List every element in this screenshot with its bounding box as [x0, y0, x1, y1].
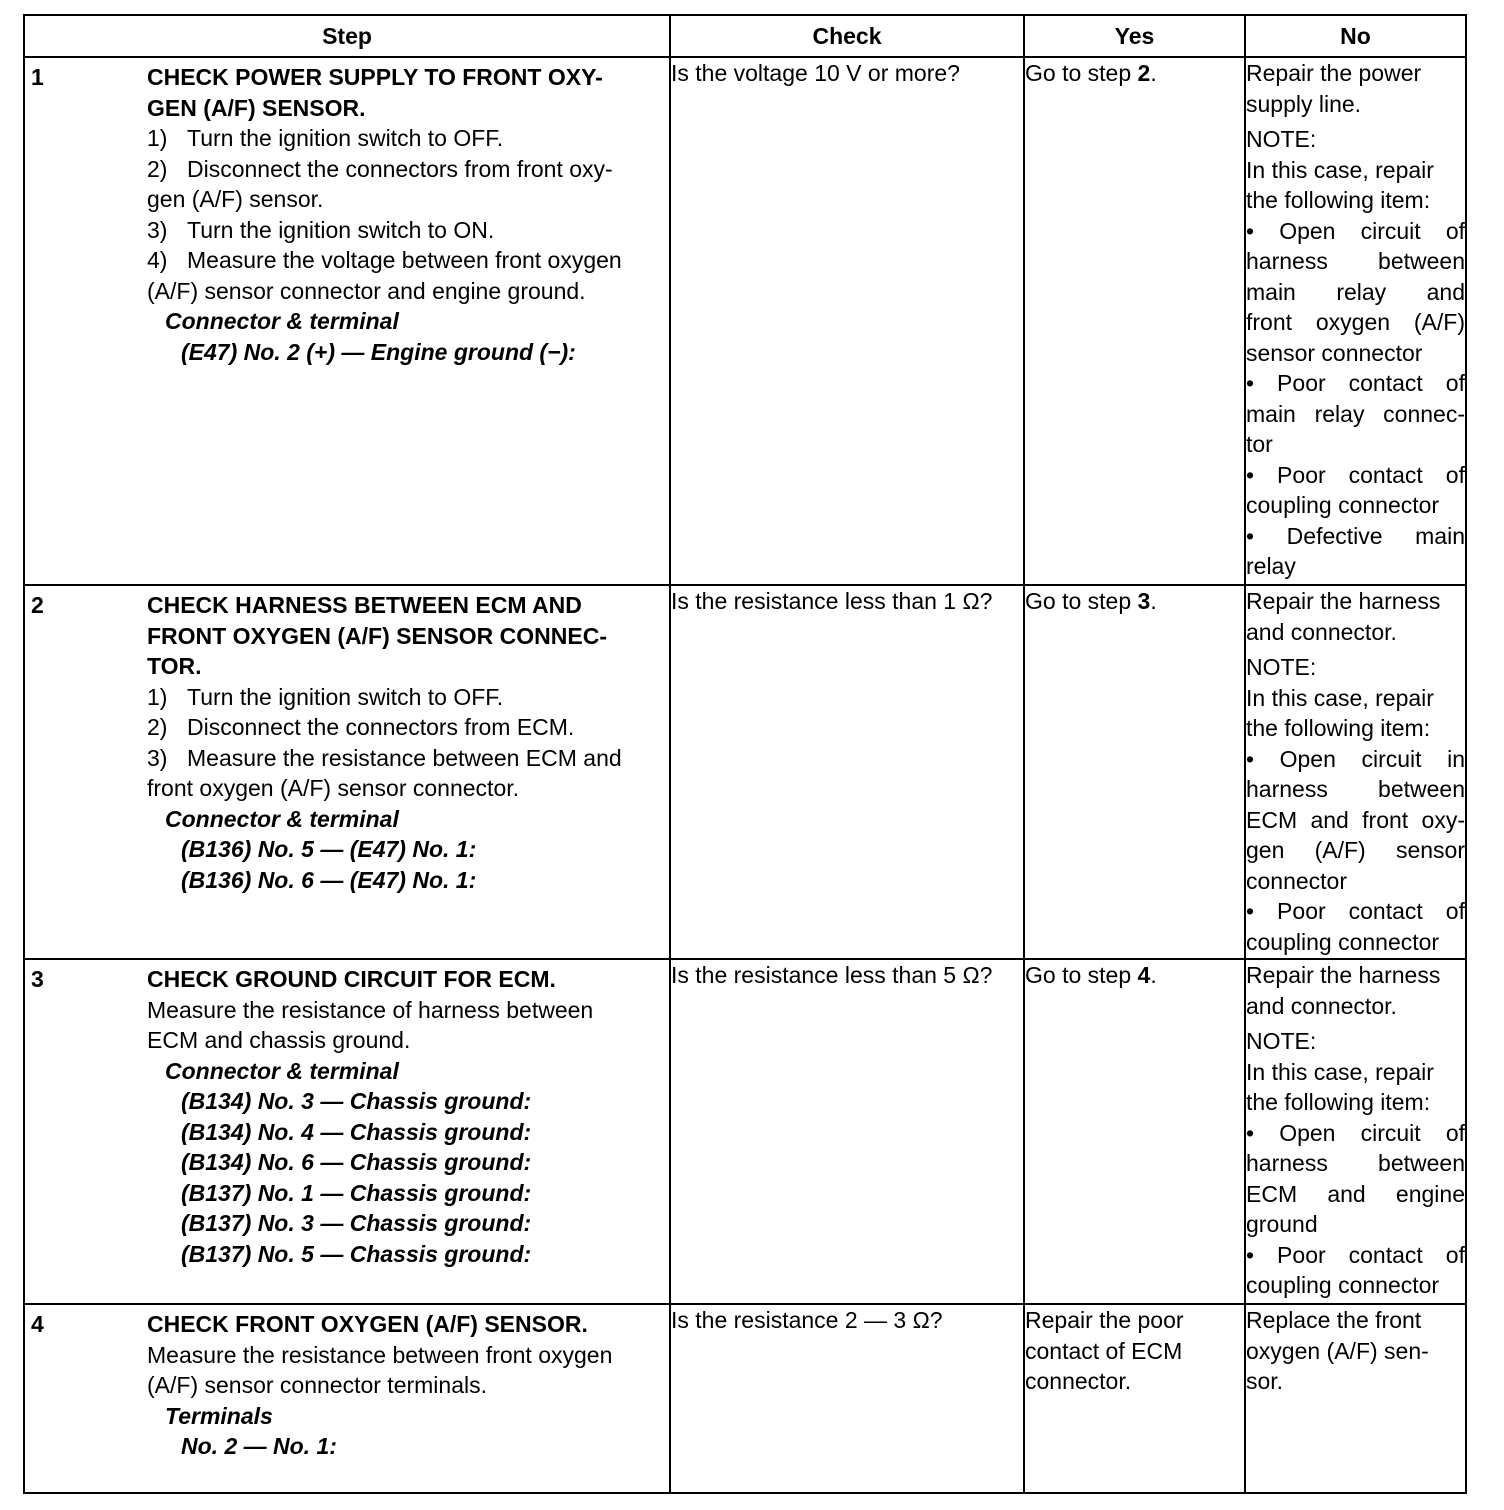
terminal-spec: (B136) No. 5 — (E47) No. 1:: [181, 836, 477, 862]
step-number: 4: [31, 1311, 44, 1337]
terminals-label: Terminals: [165, 1402, 273, 1429]
instruction-text: Disconnect the connectors from front oxy-: [187, 155, 613, 182]
bullet-line: coupling connector: [1246, 928, 1440, 955]
yes-suffix: .: [1150, 962, 1157, 988]
bullet-line: • Poor contact of: [1246, 898, 1465, 924]
terminal-spec: (B134) No. 6 — Chassis ground:: [181, 1149, 532, 1175]
bullet-line: main relay and: [1246, 278, 1465, 305]
table-header-row: [24, 15, 1466, 57]
table-row: [24, 57, 1466, 585]
step-title: GEN (A/F) SENSOR.: [147, 94, 366, 121]
terminal-spec: (B137) No. 1 — Chassis ground:: [181, 1179, 532, 1206]
bullet-line: connector: [1246, 867, 1348, 894]
instruction-text: Measure the resistance between front oxygen: [147, 1341, 613, 1368]
step-title: TOR.: [147, 653, 202, 679]
instruction-number: 3): [147, 744, 168, 771]
terminal-spec: No. 2 — No. 1:: [181, 1433, 337, 1459]
instruction-text: Measure the resistance of harness between: [147, 996, 594, 1023]
terminal-spec: (B137) No. 5 — Chassis ground:: [181, 1240, 532, 1267]
instruction-text: front oxygen (A/F) sensor connector.: [147, 775, 520, 801]
bullet-line: ground: [1246, 1211, 1318, 1237]
bullet-line: • Poor contact of: [1246, 1241, 1465, 1268]
instruction-number: 3): [147, 216, 168, 243]
no-line: Replace the front: [1246, 1307, 1422, 1333]
instruction-text: Turn the ignition switch to OFF.: [187, 125, 504, 151]
no-line: oxygen (A/F) sen-: [1246, 1337, 1429, 1364]
no-line: Repair the harness: [1246, 962, 1441, 988]
connector-label: Connector & terminal: [165, 1057, 399, 1084]
yes-prefix: Go to step: [1025, 588, 1138, 614]
step-title: CHECK GROUND CIRCUIT FOR ECM.: [147, 966, 556, 992]
step-title: CHECK HARNESS BETWEEN ECM AND: [147, 592, 582, 618]
instruction-number: 1): [147, 683, 168, 710]
bullet-line: main relay connec-: [1246, 400, 1465, 427]
instruction-text: (A/F) sensor connector terminals.: [147, 1372, 488, 1398]
yes-prefix: Go to step: [1025, 60, 1138, 86]
no-line: sor.: [1246, 1368, 1284, 1394]
check-cell: Is the resistance less than 1 Ω?: [670, 585, 1024, 959]
yes-suffix: .: [1150, 60, 1157, 86]
bullet-line: ECM and front oxy-: [1246, 806, 1465, 833]
instruction-text: ECM and chassis ground.: [147, 1027, 411, 1053]
no-line: and connector.: [1246, 618, 1397, 645]
step-cell: [24, 959, 670, 1304]
bullet-line: • Poor contact of: [1246, 461, 1465, 488]
check-cell: Is the resistance less than 5 Ω?: [670, 959, 1024, 1304]
step-number: 3: [31, 966, 44, 992]
step-cell: [24, 585, 670, 959]
instruction-text: Measure the voltage between front oxygen: [187, 247, 622, 273]
note-line: In this case, repair: [1246, 1058, 1434, 1085]
bullet-line: harness between: [1246, 248, 1465, 274]
bullet-line: • Open circuit of: [1246, 217, 1465, 244]
check-cell: Is the resistance 2 — 3 Ω?: [670, 1304, 1024, 1493]
yes-line: contact of ECM: [1025, 1337, 1183, 1364]
bullet-line: ECM and engine: [1246, 1180, 1465, 1207]
terminal-spec: (B134) No. 4 — Chassis ground:: [181, 1118, 532, 1145]
note-line: the following item:: [1246, 1089, 1431, 1115]
bullet-line: harness between: [1246, 1150, 1465, 1176]
yes-line: connector.: [1025, 1368, 1132, 1394]
no-cell: [1245, 585, 1466, 959]
table-row: [24, 585, 1466, 959]
step-number: 2: [31, 592, 44, 618]
yes-step-number: 2: [1137, 60, 1151, 86]
instruction-text: (A/F) sensor connector and engine ground.: [147, 277, 586, 304]
table-row: [24, 1304, 1466, 1493]
yes-cell: [1024, 959, 1245, 1304]
bullet-line: coupling connector: [1246, 1272, 1440, 1298]
header-check: Check: [670, 15, 1024, 57]
header-step: Step: [24, 15, 670, 57]
yes-cell: [1024, 57, 1245, 585]
yes-cell: [1024, 585, 1245, 959]
terminal-spec: (E47) No. 2 (+) — Engine ground (−):: [181, 338, 576, 365]
step-cell: [24, 1304, 670, 1493]
instruction-number: 4): [147, 247, 168, 273]
terminal-spec: (B136) No. 6 — (E47) No. 1:: [181, 866, 477, 893]
yes-step-number: 3: [1137, 588, 1151, 614]
bullet-line: harness between: [1246, 776, 1465, 802]
instruction-text: Disconnect the connectors from ECM.: [187, 714, 575, 740]
bullet-line: • Open circuit of: [1246, 1119, 1465, 1146]
instruction-number: 2): [147, 155, 168, 182]
bullet-line: tor: [1246, 431, 1273, 457]
bullet-line: sensor connector: [1246, 339, 1423, 366]
note-line: the following item:: [1246, 715, 1431, 741]
no-line: Repair the power: [1246, 60, 1422, 86]
bullet-line: gen (A/F) sensor: [1246, 837, 1465, 863]
connector-label: Connector & terminal: [165, 805, 399, 832]
bullet-line: • Poor contact of: [1246, 370, 1465, 396]
no-cell: [1245, 959, 1466, 1304]
yes-line: Repair the poor: [1025, 1307, 1184, 1333]
instruction-number: 2): [147, 714, 168, 740]
connector-label: Connector & terminal: [165, 308, 399, 334]
bullet-line: relay: [1246, 553, 1296, 579]
no-line: and connector.: [1246, 992, 1397, 1019]
instruction-text: Measure the resistance between ECM and: [187, 744, 622, 771]
yes-suffix: .: [1150, 588, 1157, 614]
header-yes: Yes: [1024, 15, 1245, 57]
instruction-text: Turn the ignition switch to ON.: [187, 216, 495, 243]
header-no: No: [1245, 15, 1466, 57]
instruction-text: gen (A/F) sensor.: [147, 186, 324, 212]
instruction-number: 1): [147, 125, 168, 151]
step-title: FRONT OXYGEN (A/F) SENSOR CONNEC-: [147, 622, 608, 649]
yes-step-number: 4: [1137, 962, 1151, 988]
no-line: Repair the harness: [1246, 588, 1441, 614]
diagnostic-table: [23, 14, 1467, 1494]
bullet-line: coupling connector: [1246, 492, 1440, 518]
no-cell: [1245, 1304, 1466, 1493]
bullet-line: • Defective main: [1246, 522, 1465, 549]
instruction-text: Turn the ignition switch to OFF.: [187, 683, 504, 710]
bullet-line: • Open circuit in: [1246, 745, 1465, 772]
yes-prefix: Go to step: [1025, 962, 1138, 988]
step-title: CHECK POWER SUPPLY TO FRONT OXY-: [147, 64, 603, 90]
step-cell: [24, 57, 670, 585]
note-label: NOTE:: [1246, 126, 1317, 152]
check-cell: Is the voltage 10 V or more?: [670, 57, 1024, 585]
note-label: NOTE:: [1246, 1028, 1317, 1054]
terminal-spec: (B134) No. 3 — Chassis ground:: [181, 1088, 532, 1114]
note-label: NOTE:: [1246, 654, 1317, 680]
note-line: In this case, repair: [1246, 684, 1434, 711]
bullet-line: front oxygen (A/F): [1246, 309, 1465, 335]
no-line: supply line.: [1246, 90, 1362, 117]
step-number: 1: [31, 64, 44, 90]
step-title: CHECK FRONT OXYGEN (A/F) SENSOR.: [147, 1311, 588, 1337]
note-line: the following item:: [1246, 187, 1431, 213]
terminal-spec: (B137) No. 3 — Chassis ground:: [181, 1210, 532, 1236]
no-cell: [1245, 57, 1466, 585]
note-line: In this case, repair: [1246, 156, 1434, 183]
table-row: [24, 959, 1466, 1304]
yes-cell: [1024, 1304, 1245, 1493]
